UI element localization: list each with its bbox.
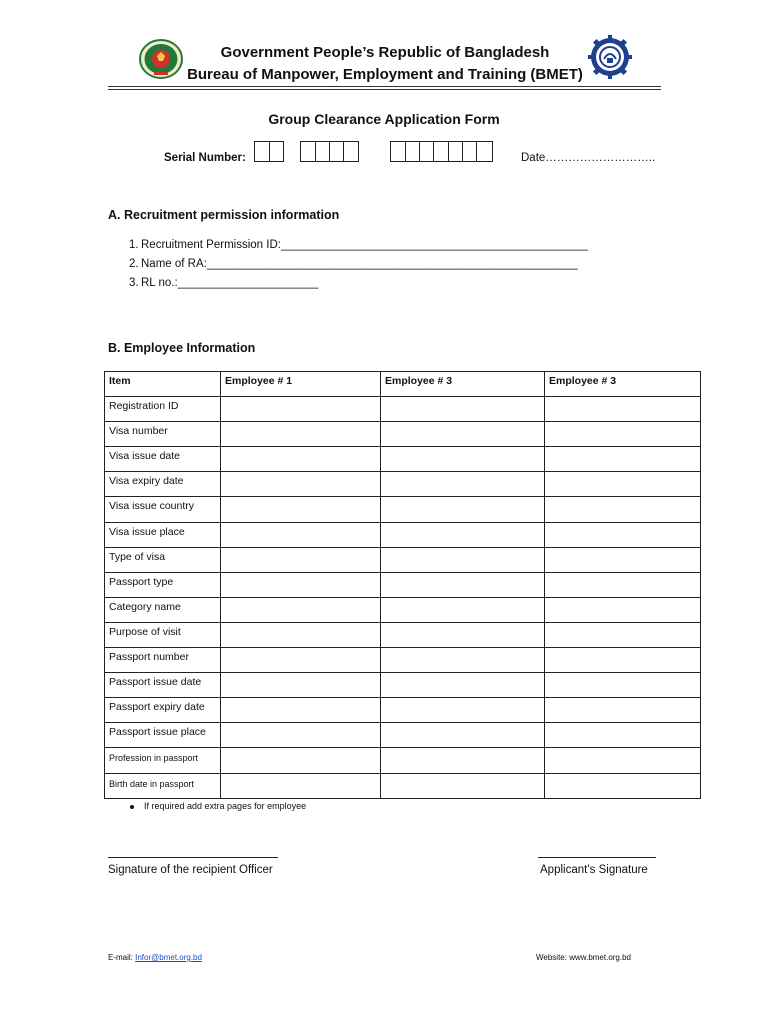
- employee-1-input-cell[interactable]: [221, 748, 381, 773]
- header-divider: [108, 86, 661, 87]
- table-row: [105, 673, 701, 698]
- employee-3-input-cell[interactable]: [545, 597, 701, 622]
- employee-3-input-cell[interactable]: [545, 572, 701, 597]
- row-label: Passport type: [105, 572, 221, 597]
- table-header-row: [105, 372, 701, 397]
- applicant-signature-label: Applicant’s Signature: [540, 864, 648, 876]
- employee-3-input-cell[interactable]: [545, 422, 701, 447]
- table-row: [105, 597, 701, 622]
- serial-box-group-2[interactable]: [300, 141, 359, 162]
- table-row: [105, 622, 701, 647]
- employee-3-input-cell[interactable]: [545, 723, 701, 748]
- employee-3-input-cell[interactable]: [545, 622, 701, 647]
- email-label: E-mail:: [108, 953, 136, 962]
- employee-1-input-cell[interactable]: [221, 472, 381, 497]
- employee-2-input-cell[interactable]: [381, 497, 545, 522]
- employee-2-input-cell[interactable]: [381, 522, 545, 547]
- table-row: [105, 698, 701, 723]
- header-line-2: Bureau of Manpower, Employment and Training (BMET): [187, 66, 583, 83]
- serial-digit-box[interactable]: [463, 142, 477, 161]
- date-field[interactable]: Date………………………..: [521, 152, 656, 164]
- table-row: [105, 422, 701, 447]
- row-label: Visa issue country: [105, 497, 221, 522]
- rl-number-field[interactable]: [129, 277, 318, 289]
- serial-digit-box[interactable]: [449, 142, 463, 161]
- row-label: Birth date in passport: [105, 773, 221, 798]
- serial-digit-box[interactable]: [301, 142, 316, 161]
- employee-2-input-cell[interactable]: [381, 673, 545, 698]
- serial-box-group-3[interactable]: [390, 141, 493, 162]
- recruitment-permission-id-field[interactable]: [129, 239, 588, 251]
- table-row: [105, 472, 701, 497]
- employee-2-input-cell[interactable]: [381, 547, 545, 572]
- table-row: [105, 547, 701, 572]
- table-row: [105, 648, 701, 673]
- row-label: Visa issue place: [105, 522, 221, 547]
- field-text: RL no.:______________________: [141, 277, 319, 289]
- email-link[interactable]: Infor@bmet.org.bd: [135, 953, 202, 962]
- employee-2-input-cell[interactable]: [381, 597, 545, 622]
- employee-3-input-cell[interactable]: [545, 397, 701, 422]
- employee-3-input-cell[interactable]: [545, 447, 701, 472]
- ra-name-field[interactable]: [129, 258, 578, 270]
- table-row: [105, 723, 701, 748]
- row-label: Passport number: [105, 648, 221, 673]
- employee-3-input-cell[interactable]: [545, 648, 701, 673]
- serial-digit-box[interactable]: [434, 142, 449, 161]
- column-header-employee-3: Employee # 3: [545, 372, 701, 397]
- header-line-1: Government People’s Republic of Bangladesh: [220, 44, 550, 61]
- serial-digit-box[interactable]: [270, 142, 284, 161]
- row-label: Visa expiry date: [105, 472, 221, 497]
- serial-digit-box[interactable]: [420, 142, 434, 161]
- employee-2-input-cell[interactable]: [381, 622, 545, 647]
- table-row: [105, 522, 701, 547]
- row-label: Type of visa: [105, 547, 221, 572]
- field-number: 1.: [129, 239, 139, 251]
- employee-3-input-cell[interactable]: [545, 773, 701, 798]
- employee-3-input-cell[interactable]: [545, 698, 701, 723]
- employee-2-input-cell[interactable]: [381, 572, 545, 597]
- table-row: [105, 447, 701, 472]
- employee-info-table: [104, 371, 701, 799]
- employee-2-input-cell[interactable]: [381, 648, 545, 673]
- employee-2-input-cell[interactable]: [381, 422, 545, 447]
- employee-1-input-cell[interactable]: [221, 773, 381, 798]
- footer-website: Website: www.bmet.org.bd: [536, 953, 632, 962]
- employee-2-input-cell[interactable]: [381, 773, 545, 798]
- employee-1-input-cell[interactable]: [221, 622, 381, 647]
- serial-digit-box[interactable]: [330, 142, 344, 161]
- row-label: Visa number: [105, 422, 221, 447]
- header-divider: [108, 89, 661, 90]
- employee-2-input-cell[interactable]: [381, 748, 545, 773]
- employee-1-input-cell[interactable]: [221, 572, 381, 597]
- row-label: Category name: [105, 597, 221, 622]
- serial-digit-box[interactable]: [316, 142, 330, 161]
- employee-3-input-cell[interactable]: [545, 472, 701, 497]
- field-number: 2.: [129, 258, 139, 270]
- employee-3-input-cell[interactable]: [545, 547, 701, 572]
- section-b-title: B. Employee Information: [108, 341, 256, 355]
- employee-2-input-cell[interactable]: [381, 397, 545, 422]
- employee-1-input-cell[interactable]: [221, 522, 381, 547]
- employee-1-input-cell[interactable]: [221, 698, 381, 723]
- employee-1-input-cell[interactable]: [221, 648, 381, 673]
- employee-1-input-cell[interactable]: [221, 723, 381, 748]
- employee-3-input-cell[interactable]: [545, 673, 701, 698]
- employee-2-input-cell[interactable]: [381, 472, 545, 497]
- employee-1-input-cell[interactable]: [221, 497, 381, 522]
- row-label: Purpose of visit: [105, 622, 221, 647]
- column-header-employee-1: Employee # 1: [221, 372, 381, 397]
- field-text: Recruitment Permission ID:________________________________________________: [141, 239, 588, 251]
- employee-3-input-cell[interactable]: [545, 497, 701, 522]
- table-row: [105, 397, 701, 422]
- row-label: Passport issue place: [105, 723, 221, 748]
- bullet-icon: [130, 805, 134, 809]
- table-row: [105, 572, 701, 597]
- table-row: [105, 748, 701, 773]
- applicant-signature-line[interactable]: [538, 857, 656, 858]
- serial-digit-box[interactable]: [255, 142, 270, 161]
- form-title: Group Clearance Application Form: [268, 111, 500, 127]
- row-label: Passport expiry date: [105, 698, 221, 723]
- employee-2-input-cell[interactable]: [381, 723, 545, 748]
- note-text: If required add extra pages for employee: [144, 801, 307, 811]
- row-label: Passport issue date: [105, 673, 221, 698]
- table-row: [105, 773, 701, 798]
- employee-2-input-cell[interactable]: [381, 447, 545, 472]
- row-label: Visa issue date: [105, 447, 221, 472]
- employee-3-input-cell[interactable]: [545, 522, 701, 547]
- recipient-signature-line[interactable]: [108, 857, 278, 858]
- employee-2-input-cell[interactable]: [381, 698, 545, 723]
- employee-1-input-cell[interactable]: [221, 673, 381, 698]
- field-text: Name of RA:__________________________________________________________: [141, 258, 578, 270]
- recipient-signature-label: Signature of the recipient Officer: [108, 864, 273, 876]
- employee-3-input-cell[interactable]: [545, 748, 701, 773]
- row-label: Registration ID: [105, 397, 221, 422]
- serial-digit-box[interactable]: [477, 142, 492, 161]
- employee-1-input-cell[interactable]: [221, 597, 381, 622]
- serial-number-label: Serial Number:: [164, 152, 246, 164]
- employee-1-input-cell[interactable]: [221, 422, 381, 447]
- column-header-employee-2: Employee # 3: [381, 372, 545, 397]
- column-header-item: Item: [105, 372, 221, 397]
- section-a-title: A. Recruitment permission information: [108, 208, 340, 222]
- serial-box-group-1[interactable]: [254, 141, 284, 162]
- serial-digit-box[interactable]: [344, 142, 358, 161]
- serial-digit-box[interactable]: [406, 142, 420, 161]
- extra-pages-note: [130, 801, 306, 811]
- row-label: Profession in passport: [105, 748, 221, 773]
- field-number: 3.: [129, 277, 139, 289]
- footer-email: [108, 953, 202, 962]
- table-row: [105, 497, 701, 522]
- employee-1-input-cell[interactable]: [221, 447, 381, 472]
- employee-1-input-cell[interactable]: [221, 547, 381, 572]
- serial-digit-box[interactable]: [391, 142, 406, 161]
- employee-1-input-cell[interactable]: [221, 397, 381, 422]
